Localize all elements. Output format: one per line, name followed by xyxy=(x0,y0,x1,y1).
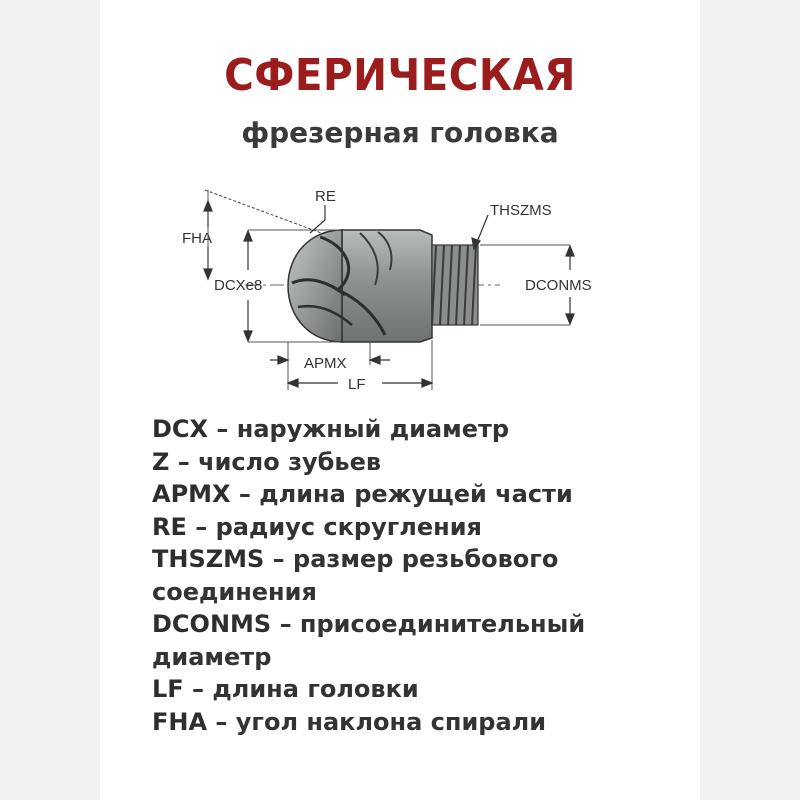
tool-body xyxy=(288,230,478,342)
legend-code: THSZMS xyxy=(152,545,265,573)
legend-code: APMX xyxy=(152,480,231,508)
milling-head-diagram xyxy=(170,175,620,400)
legend-item: LF – длина головки xyxy=(152,675,419,703)
legend-code: LF xyxy=(152,675,184,703)
legend-code: DCX xyxy=(152,415,209,443)
legend-item: RE – радиус скругления xyxy=(152,512,482,541)
legend-item: THSZMS – размер резьбового соединения xyxy=(152,545,559,606)
label-lf: LF xyxy=(348,376,366,393)
legend-desc: радиус скругления xyxy=(215,512,482,541)
legend-item: DCONMS – присоединительный диаметр xyxy=(152,610,586,671)
legend-code: DCONMS xyxy=(152,610,272,638)
page-title: СФЕРИЧЕСКАЯ xyxy=(224,50,576,101)
legend-desc: длина головки xyxy=(212,675,419,703)
legend-item: Z – число зубьев xyxy=(152,447,382,476)
legend-desc: размер резьбового соединения xyxy=(152,545,559,606)
legend-item: APMX – длина режущей части xyxy=(152,480,573,508)
legend-desc: наружный диаметр xyxy=(236,415,510,443)
page-subtitle: фрезерная головка xyxy=(241,116,559,149)
label-thszms: THSZMS xyxy=(490,202,552,219)
legend-item: FHA – угол наклона спирали xyxy=(152,707,547,736)
legend-item: DCX – наружный диаметр xyxy=(152,415,510,443)
legend-desc: присоединительный диаметр xyxy=(152,610,586,671)
legend-desc: длина режущей части xyxy=(259,480,573,508)
label-fha: FHA xyxy=(182,230,212,247)
legend-code: RE xyxy=(152,512,187,541)
parameter-legend xyxy=(152,413,682,738)
legend-desc: угол наклона спирали xyxy=(235,707,547,736)
legend-code: Z xyxy=(152,447,170,476)
label-dconms: DCONMS xyxy=(525,277,592,294)
label-apmx: APMX xyxy=(304,355,347,372)
legend-code: FHA xyxy=(152,707,208,736)
legend-desc: число зубьев xyxy=(198,447,382,476)
label-dcx: DCXe8 xyxy=(214,277,263,294)
label-re: RE xyxy=(315,188,336,205)
